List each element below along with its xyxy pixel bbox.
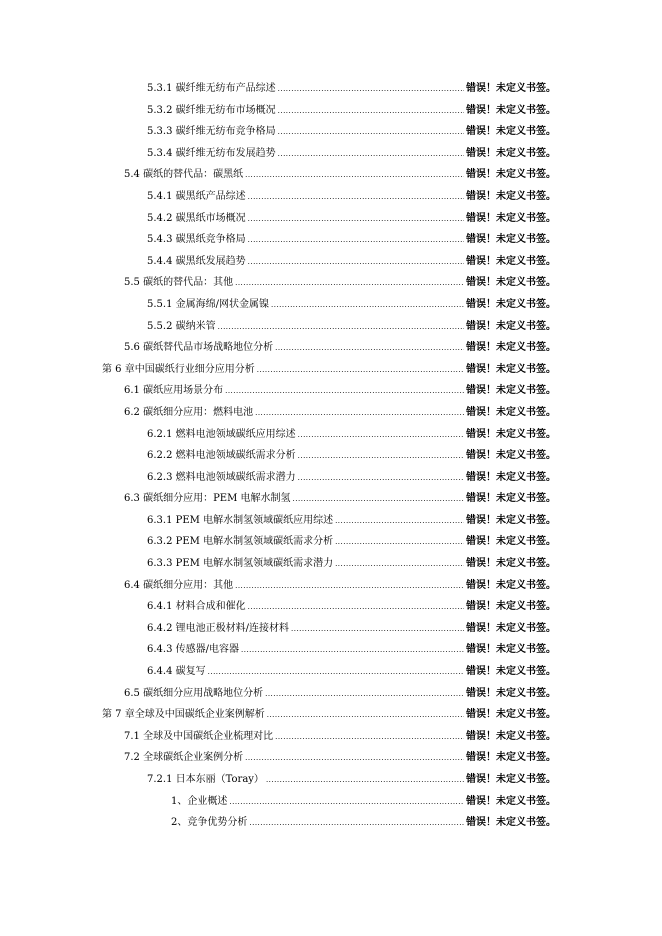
- toc-entry[interactable]: [0, 425, 556, 447]
- toc-page-reference: 错误！未定义书签。: [466, 126, 556, 138]
- toc-page-reference: 错误！未定义书签。: [466, 795, 556, 807]
- toc-entry[interactable]: [0, 511, 556, 533]
- toc-entry[interactable]: [0, 468, 556, 490]
- toc-page-reference: 错误！未定义书签。: [466, 277, 556, 289]
- toc-entry-title: 6.4.2 锂电池正极材料/连接材料: [147, 622, 289, 634]
- toc-dot-leader: [298, 431, 464, 439]
- toc-dot-leader: [298, 452, 464, 460]
- toc-page-reference: 错误！未定义书签。: [466, 147, 556, 159]
- toc-page-reference: 错误！未定义书签。: [466, 536, 556, 548]
- toc-page-reference: 错误！未定义书签。: [466, 622, 556, 634]
- toc-entry[interactable]: [0, 792, 556, 814]
- toc-entry-title: 5.5.1 金属海绵/网状金属镍: [147, 298, 269, 310]
- toc-dot-leader: [248, 603, 464, 611]
- toc-entry[interactable]: [0, 360, 556, 382]
- toc-dot-leader: [275, 733, 464, 741]
- toc-dot-leader: [245, 754, 464, 762]
- toc-page-reference: 错误！未定义书签。: [466, 666, 556, 678]
- toc-entry-title: 6.4.1 材料合成和催化: [147, 601, 246, 613]
- toc-entry[interactable]: [0, 252, 556, 274]
- toc-entry[interactable]: [0, 619, 556, 641]
- toc-dot-leader: [235, 582, 464, 590]
- toc-entry[interactable]: [0, 317, 556, 339]
- toc-entry-title: 第 7 章全球及中国碳纸企业案例解析: [102, 709, 265, 721]
- toc-page-reference: 错误！未定义书签。: [466, 83, 556, 94]
- toc-page-reference: 错误！未定义书签。: [466, 558, 556, 570]
- toc-dot-leader: [278, 128, 464, 136]
- toc-dot-leader: [265, 690, 464, 698]
- toc-dot-leader: [266, 776, 464, 784]
- toc-dot-leader: [291, 625, 464, 633]
- toc-dot-leader: [225, 387, 464, 395]
- toc-dot-leader: [255, 409, 464, 417]
- toc-dot-leader: [335, 538, 464, 546]
- toc-page-reference: 错误！未定义书签。: [466, 363, 556, 375]
- toc-entry-title: 1、企业概述: [171, 795, 228, 807]
- toc-page-reference: 错误！未定义书签。: [466, 104, 556, 116]
- toc-entry-title: 6.3.2 PEM 电解水制氢领域碳纸需求分析: [147, 536, 334, 548]
- toc-entry[interactable]: [0, 597, 556, 619]
- toc-entry-title: 7.2 全球碳纸企业案例分析: [124, 752, 244, 764]
- toc-dot-leader: [293, 495, 464, 503]
- toc-page-reference: 错误！未定义书签。: [466, 730, 556, 742]
- toc-entry-title: 6.5 碳纸细分应用战略地位分析: [124, 687, 264, 699]
- toc-entry[interactable]: [0, 576, 556, 598]
- toc-entry[interactable]: [0, 122, 556, 144]
- toc-entry[interactable]: [0, 165, 556, 187]
- toc-entry[interactable]: [0, 748, 556, 770]
- toc-entry-title: 6.3.3 PEM 电解水制氢领域碳纸需求潜力: [147, 558, 334, 570]
- toc-page-reference: 错误！未定义书签。: [466, 385, 556, 397]
- toc-dot-leader: [235, 279, 464, 287]
- toc-entry-title: 5.5 碳纸的替代品：其他: [124, 277, 234, 289]
- toc-entry-title: 5.3.2 碳纤维无纺布市场概况: [147, 104, 276, 116]
- toc-dot-leader: [278, 107, 464, 115]
- toc-entry[interactable]: [0, 230, 556, 252]
- toc-dot-leader: [335, 517, 464, 525]
- toc-entry-title: 5.6 碳纸替代品市场战略地位分析: [124, 342, 274, 354]
- toc-entry[interactable]: [0, 662, 556, 684]
- toc-entry[interactable]: [0, 209, 556, 231]
- toc-entry[interactable]: [0, 727, 556, 749]
- toc-entry-title: 5.3.4 碳纤维无纺布发展趋势: [147, 147, 276, 159]
- toc-entry-title: 5.4 碳纸的替代品：碳黑纸: [124, 169, 244, 181]
- toc-page-reference: 错误！未定义书签。: [466, 687, 556, 699]
- toc-entry[interactable]: [0, 101, 556, 123]
- toc-entry[interactable]: [0, 489, 556, 511]
- toc-entry[interactable]: [0, 640, 556, 662]
- toc-dot-leader: [248, 215, 464, 223]
- toc-entry[interactable]: [0, 144, 556, 166]
- toc-entry[interactable]: [0, 813, 556, 835]
- toc-entry-title: 5.4.4 碳黑纸发展趋势: [147, 255, 246, 267]
- toc-dot-leader: [218, 323, 464, 331]
- toc-page-reference: 错误！未定义书签。: [466, 774, 556, 785]
- toc-entry-title: 6.3 碳纸细分应用：PEM 电解水制氢: [124, 493, 291, 505]
- toc-entry[interactable]: [0, 381, 556, 403]
- toc-dot-leader: [229, 798, 464, 806]
- toc-page-reference: 错误！未定义书签。: [466, 406, 556, 418]
- toc-page-reference: 错误！未定义书签。: [466, 752, 556, 764]
- toc-entry[interactable]: [0, 684, 556, 706]
- toc-entry[interactable]: [0, 338, 556, 360]
- toc-entry[interactable]: [0, 446, 556, 468]
- toc-page-reference: 错误！未定义书签。: [466, 471, 556, 483]
- toc-page-reference: 错误！未定义书签。: [466, 601, 556, 613]
- toc-entry[interactable]: [0, 554, 556, 576]
- toc-entry-title: 5.3.1 碳纤维无纺布产品综述: [147, 83, 276, 94]
- toc-dot-leader: [298, 474, 464, 482]
- toc-dot-leader: [267, 711, 464, 719]
- toc-page-reference: 错误！未定义书签。: [466, 428, 556, 440]
- toc-page-reference: 错误！未定义书签。: [466, 579, 556, 591]
- toc-page-reference: 错误！未定义书签。: [466, 255, 556, 267]
- toc-page-reference: 错误！未定义书签。: [466, 212, 556, 224]
- toc-page-reference: 错误！未定义书签。: [466, 298, 556, 310]
- toc-entry-title: 6.2.2 燃料电池领域碳纸需求分析: [147, 450, 296, 462]
- toc-dot-leader: [248, 236, 464, 244]
- toc-entry[interactable]: [0, 403, 556, 425]
- toc-entry-title: 2、竞争优势分析: [171, 817, 248, 829]
- toc-dot-leader: [278, 85, 464, 93]
- toc-dot-leader: [257, 366, 464, 374]
- toc-dot-leader: [248, 258, 464, 266]
- toc-page-reference: 错误！未定义书签。: [466, 644, 556, 656]
- toc-entry-title: 6.2.3 燃料电池领域碳纸需求潜力: [147, 471, 296, 483]
- toc-entry-title: 6.3.1 PEM 电解水制氢领域碳纸应用综述: [147, 514, 334, 526]
- toc-page-reference: 错误！未定义书签。: [466, 320, 556, 332]
- toc-entry-title: 5.4.2 碳黑纸市场概况: [147, 212, 246, 224]
- toc-dot-leader: [248, 193, 464, 201]
- toc-dot-leader: [275, 344, 464, 352]
- toc-dot-leader: [278, 150, 464, 158]
- toc-entry-title: 5.4.3 碳黑纸竞争格局: [147, 234, 246, 246]
- toc-entry-title: 6.2.1 燃料电池领域碳纸应用综述: [147, 428, 296, 440]
- toc-dot-leader: [335, 560, 464, 568]
- toc-page-reference: 错误！未定义书签。: [466, 709, 556, 721]
- toc-page-reference: 错误！未定义书签。: [466, 817, 556, 829]
- toc-dot-leader: [271, 301, 464, 309]
- toc-page-reference: 错误！未定义书签。: [466, 234, 556, 246]
- toc-page-reference: 错误！未定义书签。: [466, 493, 556, 505]
- toc-entry-title: 6.2 碳纸细分应用：燃料电池: [124, 406, 254, 418]
- toc-entry[interactable]: [0, 187, 556, 209]
- toc-entry-title: 6.4 碳纸细分应用：其他: [124, 579, 234, 591]
- toc-dot-leader: [208, 668, 464, 676]
- table-of-contents: [0, 79, 662, 835]
- toc-entry[interactable]: [0, 705, 556, 727]
- toc-entry-title: 第 6 章中国碳纸行业细分应用分析: [102, 363, 255, 375]
- toc-entry[interactable]: [0, 273, 556, 295]
- toc-page-reference: 错误！未定义书签。: [466, 169, 556, 181]
- toc-entry-title: 5.5.2 碳纳米管: [147, 320, 216, 332]
- toc-entry[interactable]: [0, 532, 556, 554]
- toc-page-reference: 错误！未定义书签。: [466, 190, 556, 202]
- toc-entry-title: 7.2.1 日本东丽（Toray）: [147, 774, 264, 785]
- toc-entry-title: 6.4.4 碳复写: [147, 666, 206, 678]
- toc-entry[interactable]: [0, 770, 556, 792]
- toc-entry-title: 5.3.3 碳纤维无纺布竞争格局: [147, 126, 276, 138]
- toc-page-reference: 错误！未定义书签。: [466, 450, 556, 462]
- toc-entry-title: 6.1 碳纸应用场景分布: [124, 385, 224, 397]
- toc-dot-leader: [245, 171, 464, 179]
- toc-entry-title: 5.4.1 碳黑纸产品综述: [147, 190, 246, 202]
- toc-entry-title: 7.1 全球及中国碳纸企业梳理对比: [124, 730, 274, 742]
- toc-entry-title: 6.4.3 传感器/电容器: [147, 644, 239, 656]
- toc-dot-leader: [249, 819, 464, 827]
- toc-entry[interactable]: [0, 79, 556, 101]
- toc-entry[interactable]: [0, 295, 556, 317]
- toc-page-reference: 错误！未定义书签。: [466, 342, 556, 354]
- toc-dot-leader: [241, 646, 464, 654]
- toc-page-reference: 错误！未定义书签。: [466, 514, 556, 526]
